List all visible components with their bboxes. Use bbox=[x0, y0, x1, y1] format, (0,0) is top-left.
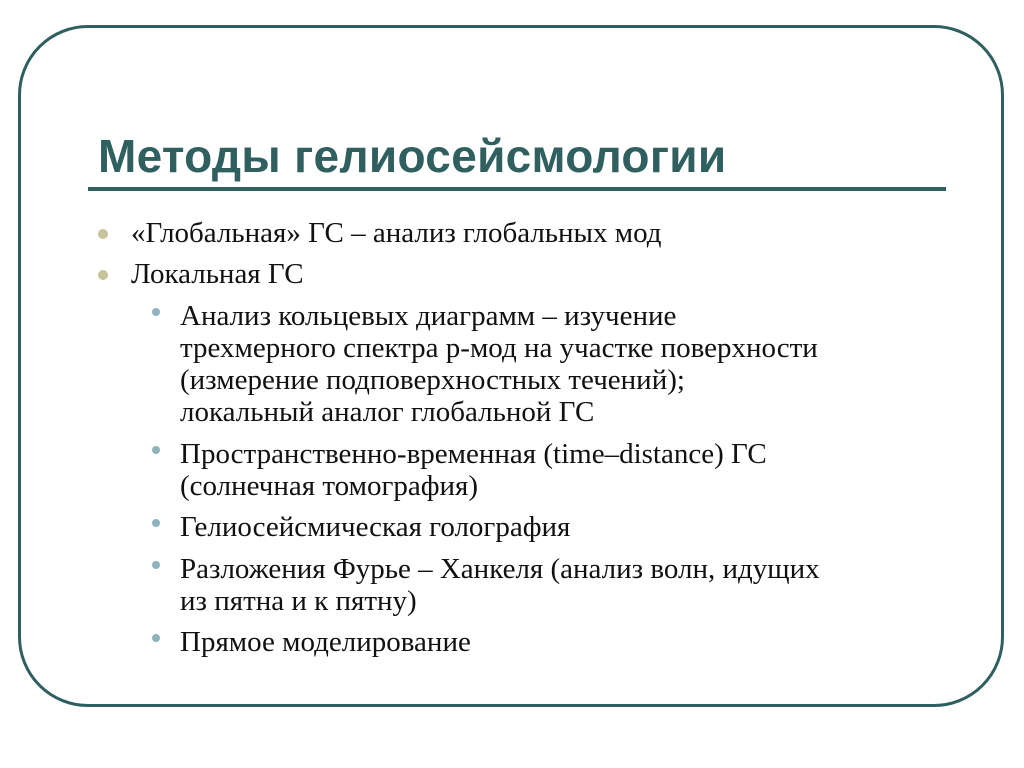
sub-list-item bbox=[180, 511, 570, 543]
list-item-text: «Глобальная» ГС – анализ глобальных мод bbox=[131, 217, 662, 249]
sub-bullet-marker bbox=[152, 561, 160, 569]
sub-list-item bbox=[180, 553, 820, 617]
sub-list-item-line: Пространственно-временная (time–distance) ГС bbox=[180, 438, 767, 470]
sub-list-item-line: трехмерного спектра p-мод на участке поверхности bbox=[180, 332, 818, 364]
sub-list-item-line: (солнечная томография) bbox=[180, 470, 479, 502]
bullet-marker bbox=[98, 270, 108, 280]
sub-list-item-line: Разложения Фурье – Ханкеля (анализ волн, идущих bbox=[180, 553, 820, 585]
list-item-text: Локальная ГС bbox=[131, 258, 304, 290]
sub-list-item-line: Прямое моделирование bbox=[180, 626, 471, 658]
sub-bullet-marker bbox=[152, 634, 160, 642]
list-item bbox=[131, 258, 304, 290]
sub-list-item-line: Гелиосейсмическая голография bbox=[180, 511, 571, 543]
sub-list-item-line: Анализ кольцевых диаграмм – изучение bbox=[180, 300, 677, 332]
sub-list-item bbox=[180, 438, 767, 502]
list-item bbox=[131, 217, 662, 249]
sub-list-item bbox=[180, 626, 471, 658]
slide-title: Методы гелиосейсмологии bbox=[98, 130, 727, 182]
sub-list-item-line: локальный аналог глобальной ГС bbox=[180, 396, 595, 428]
bullet-marker bbox=[98, 229, 108, 239]
sub-bullet-marker bbox=[152, 519, 160, 527]
sub-list-item-line: из пятна и к пятну) bbox=[180, 585, 417, 617]
sub-bullet-marker bbox=[152, 446, 160, 454]
sub-list-item-line: (измерение подповерхностных течений); bbox=[180, 364, 685, 396]
sub-bullet-marker bbox=[152, 308, 160, 316]
sub-list-item bbox=[180, 300, 818, 428]
